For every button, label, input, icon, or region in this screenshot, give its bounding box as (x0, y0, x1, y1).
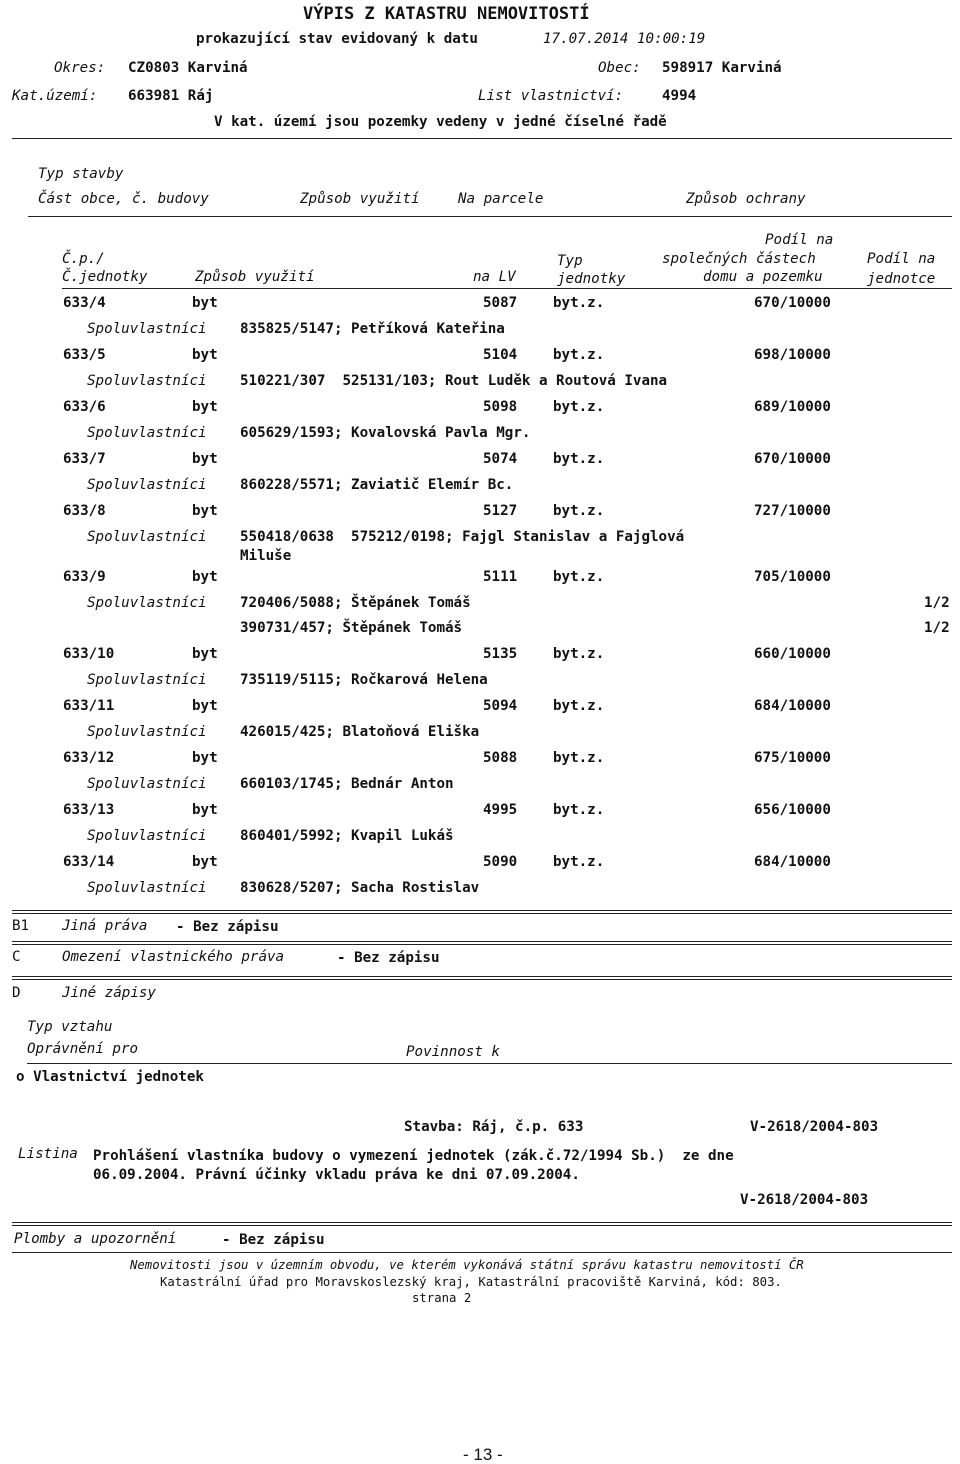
povinnost-k-label: Povinnost k (406, 1044, 500, 1060)
unit-use: byt (192, 750, 218, 766)
unit-share: 727/10000 (754, 503, 831, 519)
status-prefix: prokazující stav evidovaný k datu (196, 31, 478, 47)
owner-label: Spoluvlastníci (87, 776, 207, 792)
owner-label: Spoluvlastníci (87, 477, 207, 493)
owner-label: Spoluvlastníci (87, 828, 207, 844)
spolecnych-label: společných částech (662, 251, 816, 267)
unit-use: byt (192, 698, 218, 714)
unit-type: byt.z. (553, 802, 605, 818)
katuzemi-value: 663981 Ráj (128, 88, 214, 104)
owner-entry: 720406/5088; Štěpánek Tomáš (240, 595, 471, 611)
unit-use: byt (192, 399, 218, 415)
section-divider (12, 944, 952, 945)
zpusob-ochrany-label: Způsob ochrany (686, 191, 806, 207)
header-divider (12, 138, 952, 139)
unit-lv: 5090 (483, 854, 518, 870)
domu-label: domu a pozemku (703, 269, 823, 285)
podil-na2-label: Podíl na (867, 251, 936, 267)
unit-use: byt (192, 503, 218, 519)
unit-share: 670/10000 (754, 295, 831, 311)
typ-stavby-label: Typ stavby (38, 166, 124, 182)
unit-number: 633/14 (63, 854, 115, 870)
footer-page: strana 2 (412, 1291, 472, 1305)
owner-label: Spoluvlastníci (87, 529, 207, 545)
na-lv-label: na LV (473, 269, 516, 285)
unit-use: byt (192, 295, 218, 311)
unit-type: byt.z. (553, 646, 605, 662)
katuzemi-label: Kat.území: (12, 88, 98, 104)
unit-type: byt.z. (553, 854, 605, 870)
unit-share: 670/10000 (754, 451, 831, 467)
na-parcele-label: Na parcele (458, 191, 544, 207)
owner-entry: 860401/5992; Kvapil Lukáš (240, 828, 454, 844)
section-divider (12, 979, 952, 980)
unit-type: byt.z. (553, 295, 605, 311)
unit-type: byt.z. (553, 347, 605, 363)
owner-label: Spoluvlastníci (87, 880, 207, 896)
b1-title: Jiná práva (62, 918, 148, 934)
unit-lv: 5127 (483, 503, 518, 519)
section-divider (12, 941, 952, 942)
owner-entry: 660103/1745; Bednár Anton (240, 776, 454, 792)
c-code: C (12, 949, 21, 965)
plomby-title: Plomby a upozornění (14, 1231, 177, 1247)
numbering-note: V kat. území jsou pozemky vedeny v jedné číselné řadě (214, 114, 667, 130)
section-divider (12, 1222, 952, 1223)
owner-label: Spoluvlastníci (87, 425, 207, 441)
owner-entry: 835825/5147; Petříková Kateřina (240, 321, 505, 337)
d-header-divider (27, 1063, 952, 1064)
okres-value: CZ0803 Karviná (128, 60, 248, 76)
unit-use: byt (192, 451, 218, 467)
unit-share: 660/10000 (754, 646, 831, 662)
document-title: VÝPIS Z KATASTRU NEMOVITOSTÍ (303, 4, 590, 24)
obec-value: 598917 Karviná (662, 60, 782, 76)
reference-number: V-2618/2004-803 (750, 1119, 879, 1135)
okres-label: Okres: (54, 60, 106, 76)
unit-number: 633/13 (63, 802, 115, 818)
owner-entry: 390731/457; Štěpánek Tomáš (240, 620, 463, 636)
unit-number: 633/11 (63, 698, 115, 714)
unit-use: byt (192, 347, 218, 363)
unit-lv: 5087 (483, 295, 518, 311)
unit-number: 633/6 (63, 399, 106, 415)
unit-number: 633/4 (63, 295, 106, 311)
b1-value: - Bez zápisu (176, 919, 279, 935)
owner-entry: 426015/425; Blatoňová Eliška (240, 724, 480, 740)
unit-type: byt.z. (553, 750, 605, 766)
unit-type: byt.z. (553, 569, 605, 585)
owner-entry-continued: Miluše (240, 548, 292, 564)
unit-share: 656/10000 (754, 802, 831, 818)
unit-lv: 5094 (483, 698, 518, 714)
unit-number: 633/12 (63, 750, 115, 766)
unit-number: 633/7 (63, 451, 106, 467)
vlastnictvi-entry: o Vlastnictví jednotek (16, 1069, 204, 1085)
owner-label: Spoluvlastníci (87, 672, 207, 688)
listina-label: Listina (18, 1146, 78, 1162)
unit-lv: 5111 (483, 569, 518, 585)
lv-value: 4994 (662, 88, 697, 104)
jednotce-label: jednotce (867, 271, 936, 287)
section-divider (12, 1225, 952, 1226)
unit-share: 675/10000 (754, 750, 831, 766)
b1-code: B1 (12, 918, 30, 934)
owner-entry: 830628/5207; Sacha Rostislav (240, 880, 480, 896)
footer-divider (12, 1252, 952, 1253)
unit-lv: 5088 (483, 750, 518, 766)
c-jednotky-label: Č.jednotky (62, 269, 148, 285)
listina-text-line1: Prohlášení vlastníka budovy o vymezení jednotek (zák.č.72/1994 Sb.) ze dne (93, 1148, 734, 1164)
unit-use: byt (192, 802, 218, 818)
section-divider (12, 976, 952, 977)
unit-type: byt.z. (553, 698, 605, 714)
unit-lv: 5104 (483, 347, 518, 363)
jednotky-label: jednotky (557, 271, 626, 287)
unit-zpusob-label: Způsob využití (195, 269, 315, 285)
unit-number: 633/8 (63, 503, 106, 519)
unit-number: 633/9 (63, 569, 106, 585)
owner-label: Spoluvlastníci (87, 724, 207, 740)
footer-line2: Katastrální úřad pro Moravskoslezský kraj, Katastrální pracoviště Karviná, kód: 803. (160, 1275, 782, 1289)
opravneni-pro-label: Oprávnění pro (27, 1041, 139, 1057)
owner-share: 1/2 (924, 595, 950, 611)
obec-label: Obec: (598, 60, 641, 76)
cp-label: Č.p./ (62, 251, 105, 267)
lv-label: List vlastnictví: (478, 88, 624, 104)
zpusob-vyuziti-label: Způsob využití (300, 191, 420, 207)
typ-label: Typ (557, 253, 583, 269)
unit-use: byt (192, 569, 218, 585)
d-code: D (12, 985, 21, 1001)
owner-label: Spoluvlastníci (87, 595, 207, 611)
stavba-entry: Stavba: Ráj, č.p. 633 (404, 1119, 584, 1135)
section-divider (12, 910, 952, 911)
unit-share: 705/10000 (754, 569, 831, 585)
footer-line1: Nemovitosti jsou v územním obvodu, ve kterém vykonává státní správu katastru nemovitostí ČR (130, 1258, 804, 1272)
unit-share: 689/10000 (754, 399, 831, 415)
owner-entry: 860228/5571; Zaviatič Elemír Bc. (240, 477, 514, 493)
c-value: - Bez zápisu (337, 950, 440, 966)
unit-lv: 5074 (483, 451, 518, 467)
owner-label: Spoluvlastníci (87, 321, 207, 337)
unit-use: byt (192, 854, 218, 870)
status-datetime: 17.07.2014 10:00:19 (543, 31, 706, 47)
owner-entry: 510221/307 525131/103; Rout Luděk a Routová Ivana (240, 373, 668, 389)
unit-type: byt.z. (553, 503, 605, 519)
owner-entry: 605629/1593; Kovalovská Pavla Mgr. (240, 425, 531, 441)
cast-obce-label: Část obce, č. budovy (38, 191, 209, 207)
unit-number: 633/10 (63, 646, 115, 662)
unit-header-divider (62, 288, 952, 289)
unit-use: byt (192, 646, 218, 662)
listina-text-line2: 06.09.2004. Právní účinky vkladu práva ke dni 07.09.2004. (93, 1167, 580, 1183)
unit-share: 684/10000 (754, 698, 831, 714)
plomby-value: - Bez zápisu (222, 1232, 325, 1248)
unit-share: 684/10000 (754, 854, 831, 870)
reference-number: V-2618/2004-803 (740, 1192, 869, 1208)
building-header-divider (28, 216, 952, 217)
unit-lv: 5135 (483, 646, 518, 662)
page-number: - 13 - (463, 1445, 503, 1464)
typ-vztahu-label: Typ vztahu (27, 1019, 113, 1035)
owner-label: Spoluvlastníci (87, 373, 207, 389)
unit-lv: 5098 (483, 399, 518, 415)
unit-type: byt.z. (553, 451, 605, 467)
owner-entry: 735119/5115; Ročkarová Helena (240, 672, 488, 688)
owner-entry: 550418/0638 575212/0198; Fajgl Stanislav a Fajglová (240, 529, 685, 545)
unit-lv: 4995 (483, 802, 518, 818)
unit-share: 698/10000 (754, 347, 831, 363)
d-title: Jiné zápisy (62, 985, 156, 1001)
unit-number: 633/5 (63, 347, 106, 363)
c-title: Omezení vlastnického práva (62, 949, 285, 965)
unit-type: byt.z. (553, 399, 605, 415)
podil-na-label: Podíl na (765, 232, 834, 248)
section-divider (12, 913, 952, 914)
owner-share: 1/2 (924, 620, 950, 636)
